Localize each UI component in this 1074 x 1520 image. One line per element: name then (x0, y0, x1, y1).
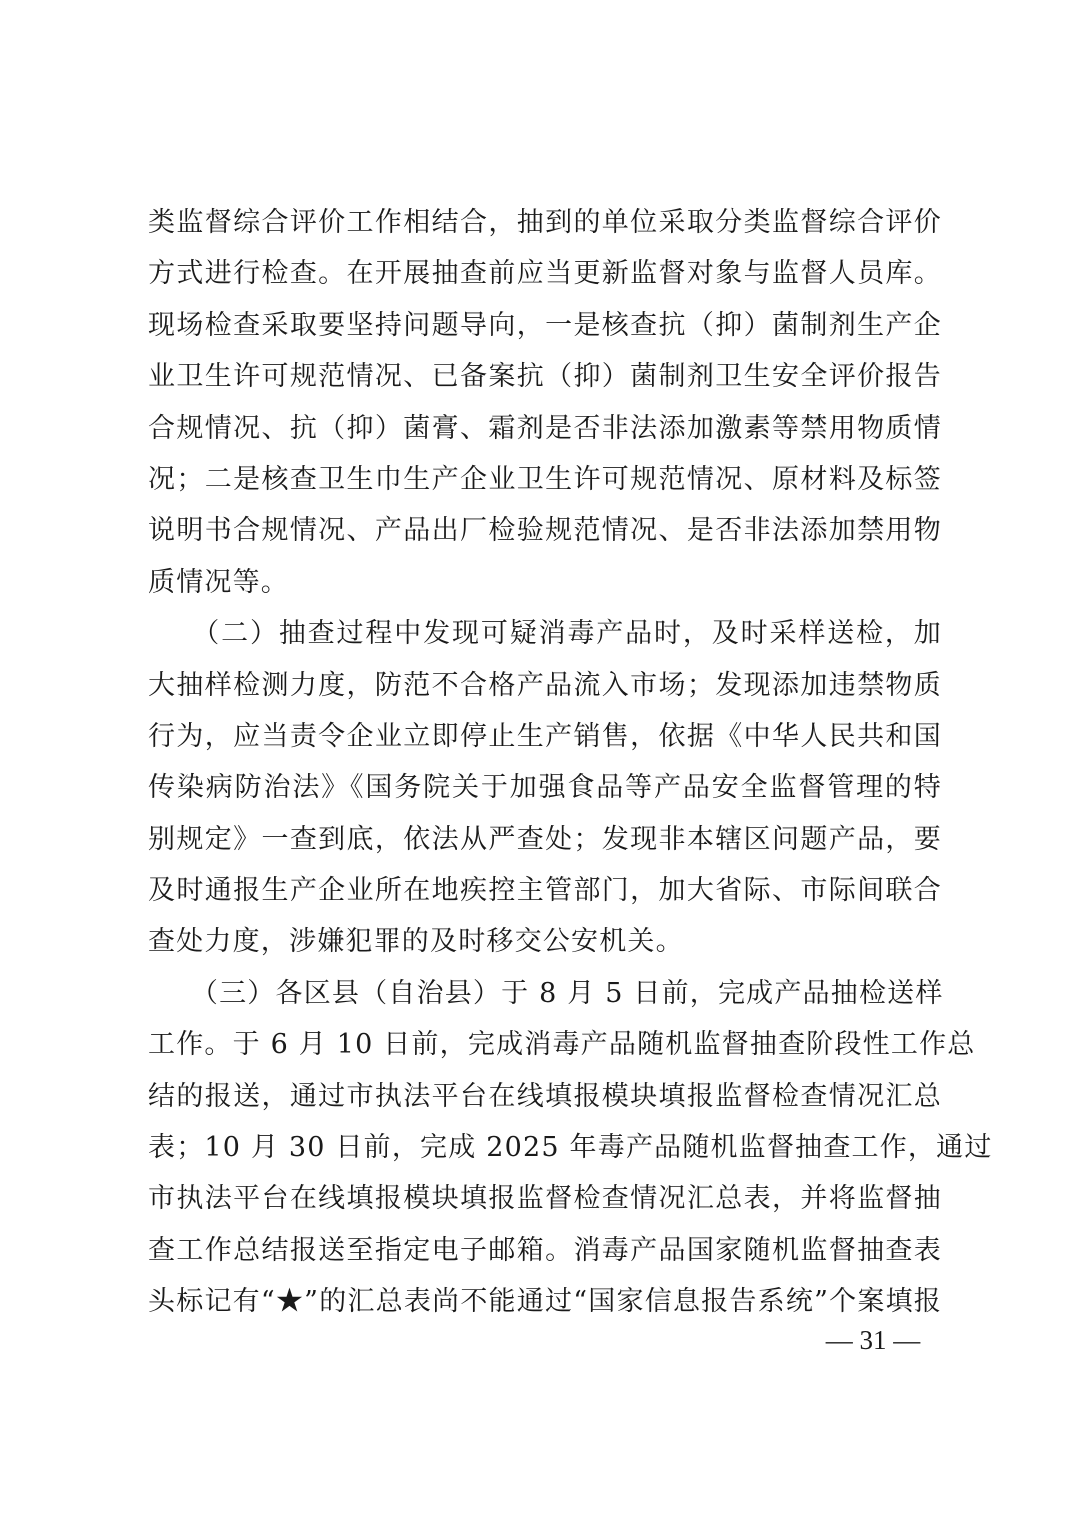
text-line: 况；二是核查卫生巾生产企业卫生许可规范情况、原材料及标签 (148, 463, 942, 495)
text-line: （三）各区县（自治县）于 8 月 5 日前，完成产品抽检送样 (148, 977, 944, 1009)
text-line: 行为，应当责令企业立即停止生产销售，依据《中华人民共和国 (148, 720, 942, 752)
text-line: 表；10 月 30 日前，完成 2025 年毒产品随机监督抽查工作，通过 (148, 1132, 993, 1164)
text-line: 及时通报生产企业所在地疾控主管部门，加大省际、市际间联合 (148, 875, 942, 907)
text-line: 市执法平台在线填报模块填报监督检查情况汇总表，并将监督抽 (148, 1183, 942, 1215)
text-line: 查处力度，涉嫌犯罪的及时移交公安机关。 (148, 926, 684, 958)
text-line: 合规情况、抗（抑）菌膏、霜剂是否非法添加激素等禁用物质情 (148, 412, 942, 444)
text-line: 别规定》一查到底，依法从严查处；发现非本辖区问题产品，要 (148, 823, 942, 855)
text-line: 说明书合规情况、产品出厂检验规范情况、是否非法添加禁用物 (148, 515, 942, 547)
text-line: （二）抽查过程中发现可疑消毒产品时，及时采样送检，加 (148, 618, 942, 650)
text-line: 质情况等。 (148, 566, 289, 598)
text-line: 传染病防治法》《国务院关于加强食品等产品安全监督管理的特 (148, 772, 942, 804)
text-line: 结的报送，通过市执法平台在线填报模块填报监督检查情况汇总 (148, 1080, 942, 1112)
text-line: 查工作总结报送至指定电子邮箱。消毒产品国家随机监督抽查表 (148, 1234, 942, 1266)
text-line: 工作。于 6 月 10 日前，完成消毒产品随机监督抽查阶段性工作总 (148, 1029, 976, 1061)
text-line: 头标记有“★”的汇总表尚不能通过“国家信息报告系统”个案填报 (148, 1286, 942, 1318)
text-line: 大抽样检测力度，防范不合格产品流入市场；发现添加违禁物质 (148, 669, 942, 701)
text-line: 类监督综合评价工作相结合，抽到的单位采取分类监督综合评价 (148, 207, 942, 238)
page-number: — 31 — (825, 1325, 921, 1355)
text-line: 现场检查采取要坚持问题导向，一是核查抗（抑）菌制剂生产企 (148, 309, 942, 341)
text-line: 方式进行检查。在开展抽查前应当更新监督对象与监督人员库。 (148, 258, 942, 290)
text-line: 业卫生许可规范情况、已备案抗（抑）菌制剂卫生安全评价报告 (148, 361, 942, 393)
body-text (148, 197, 993, 1328)
